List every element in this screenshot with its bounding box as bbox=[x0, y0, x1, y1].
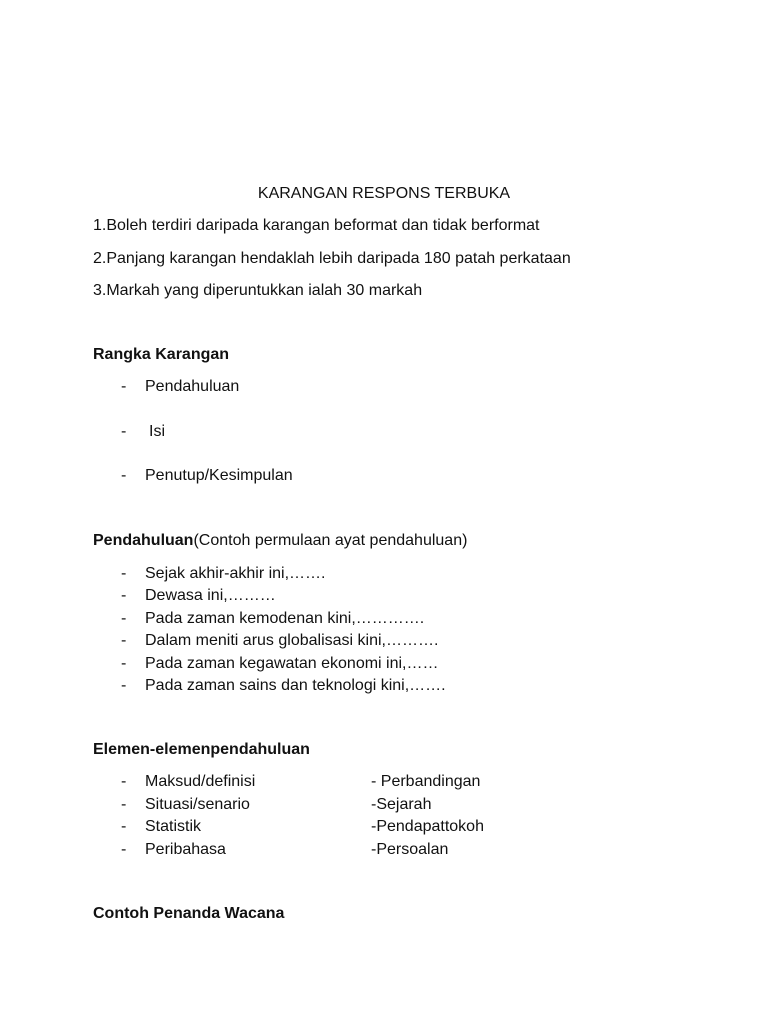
table-row bbox=[0, 794, 768, 816]
bullet-dash: - bbox=[121, 655, 127, 672]
bullet-dash: - bbox=[121, 773, 127, 790]
elemen-heading: Elemen-elemenpendahuluan bbox=[93, 741, 310, 758]
list-item bbox=[0, 653, 768, 675]
bullet-dash: - bbox=[121, 378, 127, 395]
list-item-text: Dewasa ini,……… bbox=[145, 587, 276, 604]
list-item-text: Pada zaman sains dan teknologi kini,……. bbox=[145, 677, 446, 694]
list-item-text: Sejak akhir-akhir ini,……. bbox=[145, 565, 326, 582]
elemen-left-item: Peribahasa bbox=[145, 841, 226, 858]
list-item bbox=[0, 421, 768, 443]
pendahuluan-heading bbox=[93, 531, 467, 551]
elemen-right-item: -Pendapattokoh bbox=[371, 818, 484, 835]
list-item bbox=[0, 630, 768, 652]
list-item bbox=[0, 376, 768, 398]
table-row bbox=[0, 771, 768, 793]
document-title: KARANGAN RESPONS TERBUKA bbox=[257, 185, 511, 202]
rule-line-3: 3.Markah yang diperuntukkan ialah 30 markah bbox=[93, 282, 423, 299]
list-item-text: Pada zaman kemodenan kini,…………. bbox=[145, 610, 425, 627]
elemen-left-item: Maksud/definisi bbox=[145, 773, 256, 790]
elemen-right-item: - Perbandingan bbox=[371, 773, 481, 790]
rangka-heading: Rangka Karangan bbox=[93, 346, 230, 363]
list-item bbox=[0, 563, 768, 585]
penanda-heading: Contoh Penanda Wacana bbox=[93, 905, 285, 922]
list-item bbox=[0, 608, 768, 630]
elemen-left-item: Situasi/senario bbox=[145, 796, 250, 813]
list-item bbox=[0, 585, 768, 607]
elemen-left-item: Statistik bbox=[145, 818, 202, 835]
bullet-dash: - bbox=[121, 467, 127, 484]
list-item-text: Penutup/Kesimpulan bbox=[145, 467, 293, 484]
rule-line-2: 2.Panjang karangan hendaklah lebih daripada 180 patah perkataan bbox=[93, 250, 571, 267]
table-row bbox=[0, 839, 768, 861]
pendahuluan-heading-bold: Pendahuluan bbox=[93, 532, 194, 549]
list-item bbox=[0, 465, 768, 487]
bullet-dash: - bbox=[121, 818, 127, 835]
list-item-text: Dalam meniti arus globalisasi kini,………. bbox=[145, 632, 439, 649]
elemen-right-item: -Sejarah bbox=[371, 796, 432, 813]
bullet-dash: - bbox=[121, 677, 127, 694]
bullet-dash: - bbox=[121, 565, 127, 582]
list-item-text: Pendahuluan bbox=[145, 378, 240, 395]
rule-line-1: 1.Boleh terdiri daripada karangan beformat dan tidak berformat bbox=[93, 217, 540, 234]
list-item-text: Isi bbox=[149, 423, 165, 440]
bullet-dash: - bbox=[121, 841, 127, 858]
bullet-dash: - bbox=[121, 587, 127, 604]
list-item-text: Pada zaman kegawatan ekonomi ini,…… bbox=[145, 655, 439, 672]
pendahuluan-heading-rest: (Contoh permulaan ayat pendahuluan) bbox=[193, 532, 468, 549]
bullet-dash: - bbox=[121, 796, 127, 813]
bullet-dash: - bbox=[121, 610, 127, 627]
bullet-dash: - bbox=[121, 632, 127, 649]
bullet-dash: - bbox=[121, 423, 127, 440]
table-row bbox=[0, 816, 768, 838]
list-item bbox=[0, 675, 768, 697]
elemen-right-item: -Persoalan bbox=[371, 841, 449, 858]
